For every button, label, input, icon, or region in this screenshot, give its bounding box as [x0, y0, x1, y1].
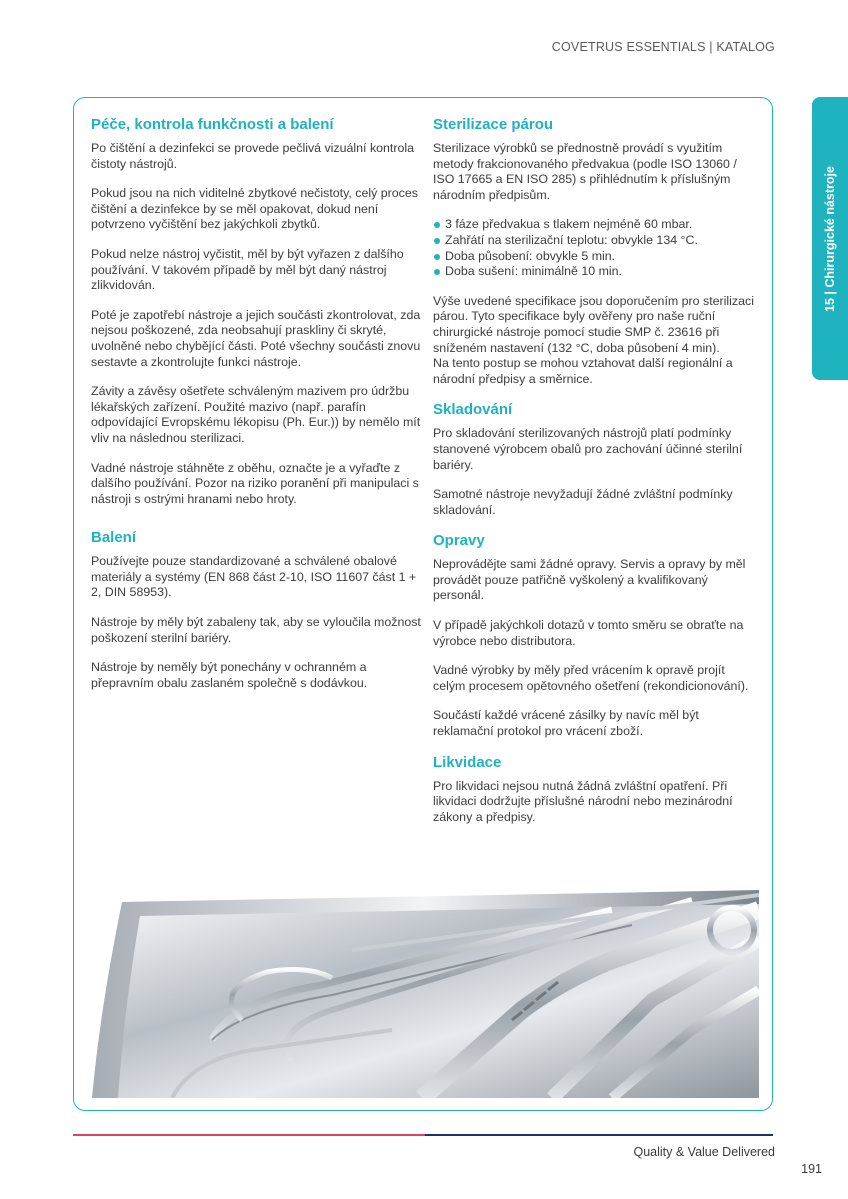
paragraph: Po čištění a dezinfekci se provede pečlivá vizuální kontrola čistoty nástrojů. — [91, 141, 415, 171]
section-repairs — [433, 532, 755, 739]
right-column — [433, 116, 755, 839]
footer-tagline: Quality & Value Delivered — [633, 1145, 775, 1159]
page-header: COVETRUS ESSENTIALS | KATALOG — [551, 40, 775, 54]
footer-rule-red — [73, 1134, 425, 1136]
section-care — [91, 116, 421, 507]
paragraph: Neprovádějte sami žádné opravy. Servis a opravy by měl provádět pouze patřičně vyškolený a kvalifikovaný personál. — [433, 557, 746, 603]
paragraph: Vadné nástroje stáhněte z oběhu, označte je a vyřaďte z dalšího používání. Pozor na riziko poranění při manipulaci s nástroji s ostrými hranami nebo hroty. — [91, 460, 419, 506]
paragraph: Samotné nástroje nevyžadují žádné zvláštní podmínky skladování. — [433, 487, 733, 517]
heading-storage: Skladování — [433, 401, 513, 419]
list-item: Doba působení: obvykle 5 min. — [433, 249, 755, 265]
section-steam — [433, 116, 755, 387]
paragraph: Na tento postup se mohou vztahovat další regionální a národní předpisy a směrnice. — [433, 356, 733, 386]
paragraph: Závity a závěsy ošetřete schváleným mazivem pro údržbu lékařských zařízení. Použité mazivo (např. parafín odpovídající Evropskému lékopisu (Ph. Eur.)) by nemělo mít vliv na následnou sterilizaci. — [91, 384, 421, 445]
content-panel — [73, 97, 773, 1111]
heading-packaging: Balení — [91, 529, 137, 547]
paragraph: Nástroje by neměly být ponechány v ochranném a přepravním obalu zaslaném společně s dodávkou. — [91, 660, 368, 690]
paragraph: Pro likvidaci nejsou nutná žádná zvláštní opatření. Při likvidaci dodržujte příslušné národní nebo mezinárodní zákony a předpisy. — [433, 778, 733, 824]
section-disposal — [433, 754, 755, 826]
heading-steam: Sterilizace párou — [433, 116, 554, 133]
section-storage — [433, 401, 755, 518]
heading-repairs: Opravy — [433, 532, 485, 550]
paragraph: V případě jakýchkoli dotazů v tomto směru se obraťte na výrobce nebo distributora. — [433, 618, 744, 648]
paragraph: Pokud jsou na nich viditelné zbytkové nečistoty, celý proces čištění a dezinfekce by se měl opakovat, dokud není potvrzeno vyčištění bez jakýchkoli zbytků. — [91, 186, 418, 232]
left-column — [91, 116, 421, 705]
paragraph: Výše uvedené specifikace jsou doporučením pro sterilizaci párou. Tyto specifikace byly ověřeny pro naše ruční chirurgické nástroje pomocí studie SMP č. 23616 při sníženém nastavení (132 °C, doba působení 4 min). — [433, 293, 754, 355]
paragraph: Vadné výrobky by měly před vrácením k opravě projít celým procesem opětovného ošetření (rekondicionování). — [433, 663, 749, 693]
paragraph: Sterilizace výrobků se přednostně provádí s využitím metody frakcionovaného předvakua (podle ISO 13060 / ISO 17665 a EN ISO 285) s přihlédnutím k příslušným národním předpisům. — [433, 141, 737, 202]
list-item: 3 fáze předvakua s tlakem nejméně 60 mbar. — [433, 217, 755, 233]
page-number: 191 — [801, 1162, 822, 1176]
section-packaging — [91, 529, 421, 691]
paragraph: Nástroje by měly být zabaleny tak, aby se vyloučila možnost poškození sterilní bariéry. — [91, 615, 421, 645]
steam-bullet-list — [433, 217, 755, 279]
list-item: Zahřátí na sterilizační teplotu: obvykle 134 °C. — [433, 233, 755, 249]
paragraph: Poté je zapotřebí nástroje a jejich součásti zkontrolovat, zda nejsou poškozené, zda neobsahují praskliny či skryté, uvolněné nebo chybějící části. Poté všechny součásti znovu sestavte a zkontrolujte funkci nástroje. — [91, 307, 421, 369]
list-item: Doba sušení: minimálně 10 min. — [433, 264, 755, 280]
paragraph: Součástí každé vrácené zásilky by navíc měl být reklamační protokol pro vrácení zboží. — [433, 708, 699, 739]
paragraph: Používejte pouze standardizované a schválené obalové materiály a systémy (EN 868 část 2-10, ISO 11607 část 1 + 2, DIN 58953). — [91, 554, 417, 600]
paragraph: Pro skladování sterilizovaných nástrojů platí podmínky stanovené výrobcem obalů pro zachování účinné sterilní bariéry. — [433, 426, 743, 472]
chapter-tab — [812, 97, 848, 380]
paragraph: Pokud nelze nástroj vyčistit, měl by být vyřazen z dalšího používání. V takovém případě by měl být daný nástroj zlikvidován. — [91, 246, 404, 293]
heading-disposal: Likvidace — [433, 753, 502, 771]
footer-rule-navy — [425, 1134, 773, 1136]
surgical-instruments-photo — [92, 890, 759, 1098]
heading-care: Péče, kontrola funkčnosti a balení — [91, 116, 334, 133]
chapter-tab-label: 15 | Chirurgické nástroje — [823, 165, 837, 312]
